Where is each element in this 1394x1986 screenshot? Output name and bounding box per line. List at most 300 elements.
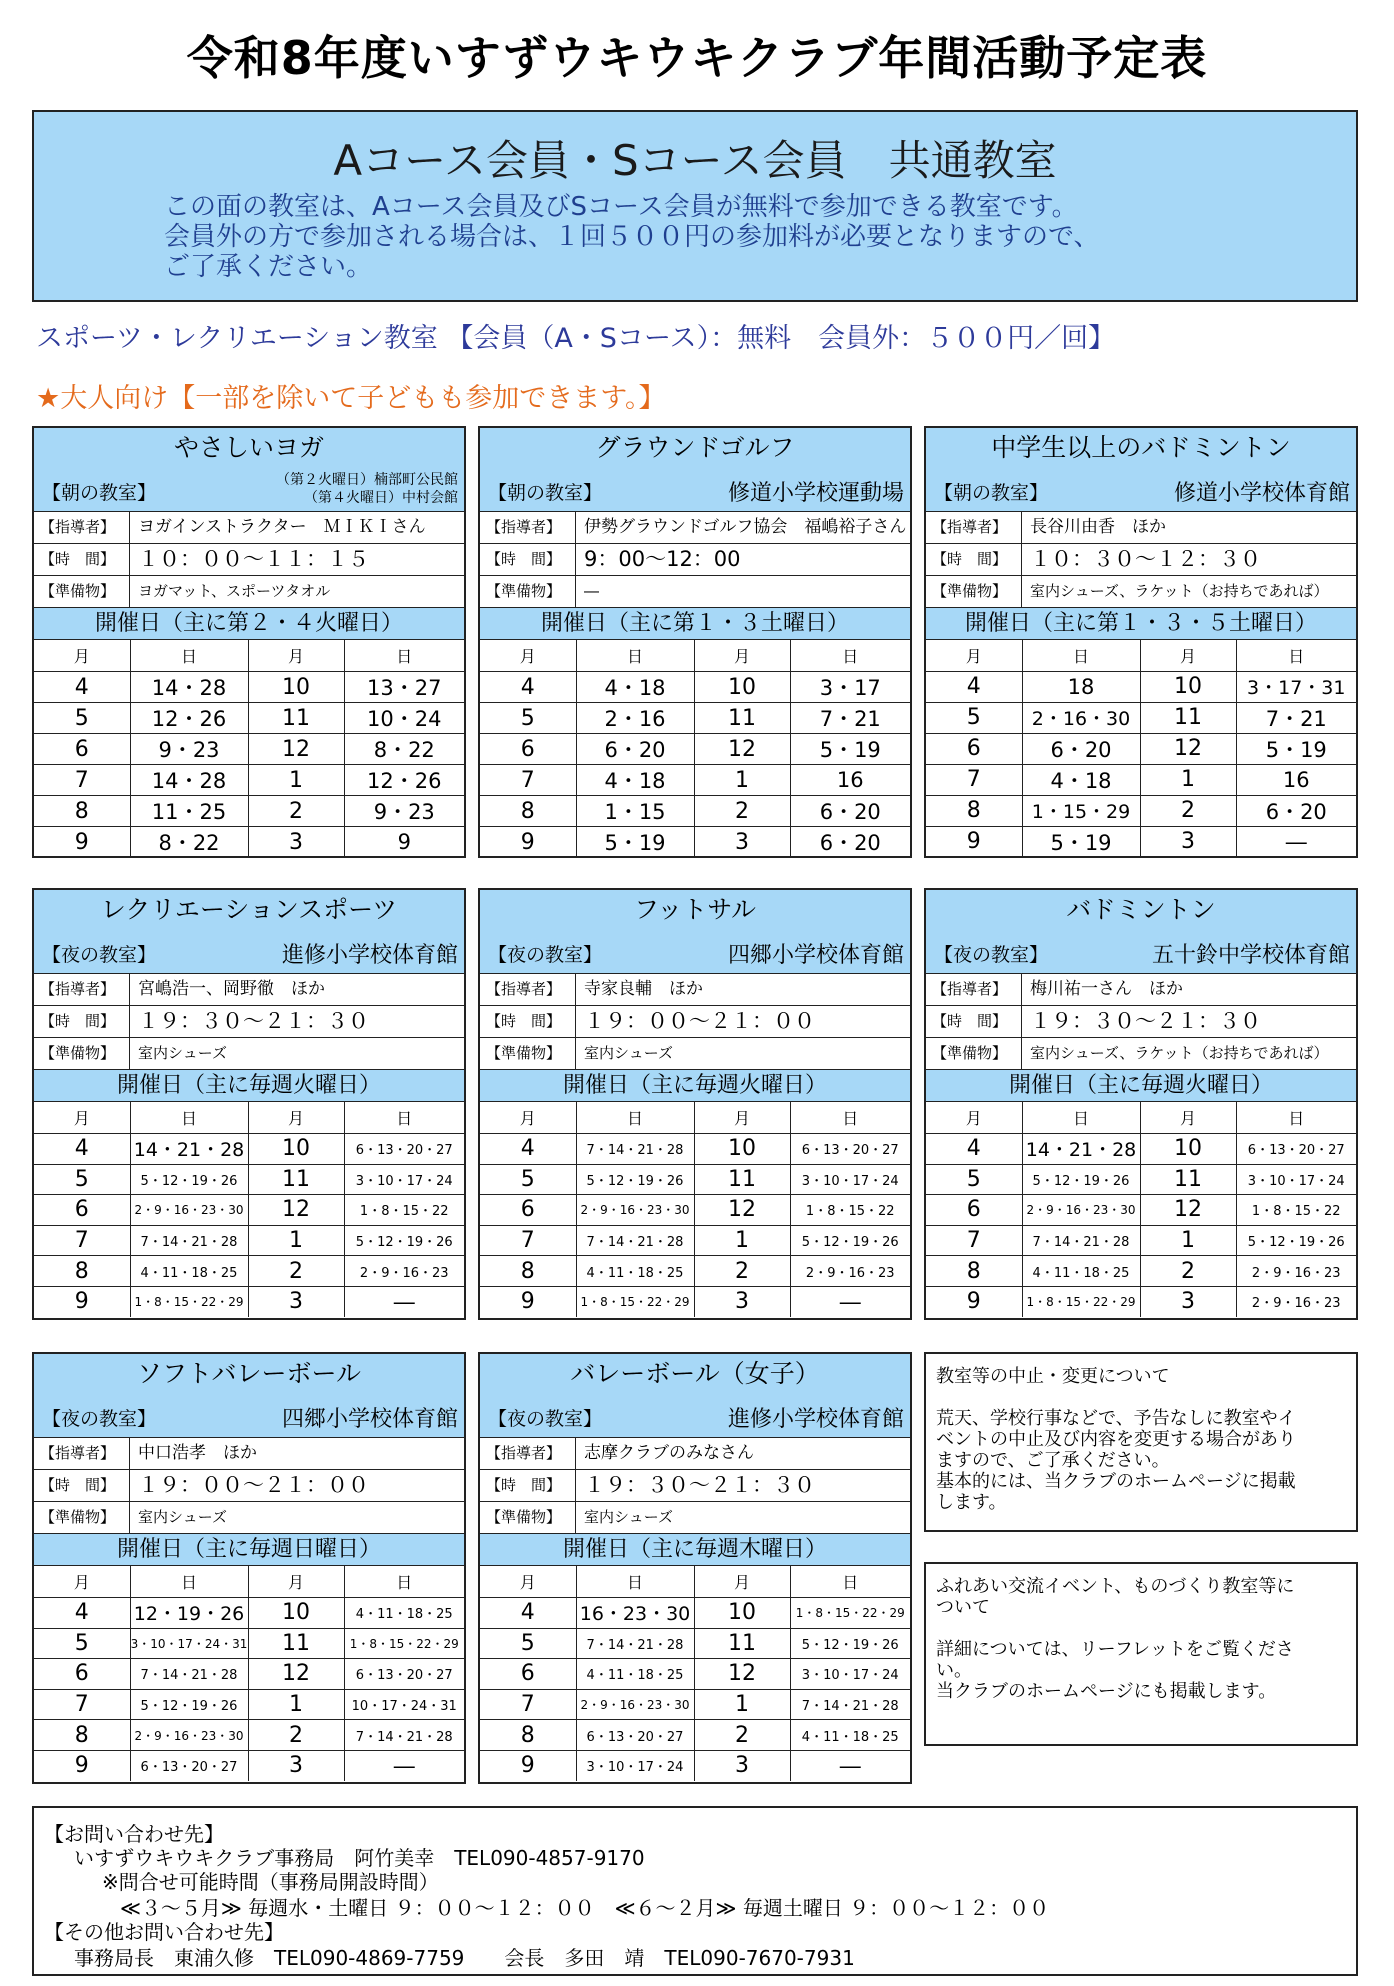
notice-line: 教室等の中止・変更について	[936, 1366, 1170, 1387]
day-cell: 6・20	[790, 796, 910, 827]
day-cell: 7・21	[790, 703, 910, 734]
month-cell: 6	[480, 1659, 576, 1690]
info-time: １９：３０～２１：３０	[584, 1473, 815, 1497]
session-tag: 【夜の教室】	[488, 944, 603, 966]
month-cell: 4	[34, 1598, 130, 1629]
month-cell: 1	[694, 765, 790, 796]
schedule-header	[480, 1566, 910, 1598]
day-cell: 5・19	[790, 734, 910, 765]
notice-line: い。	[936, 1660, 972, 1681]
schedule-row	[480, 672, 910, 703]
day-header: 日	[130, 1566, 248, 1598]
month-cell: 4	[34, 672, 130, 703]
month-cell: 10	[248, 1134, 344, 1165]
day-cell: 7・14・21・28	[790, 1689, 910, 1720]
month-cell: 9	[34, 1286, 130, 1316]
schedule-row	[926, 764, 1356, 795]
class-venue-row	[926, 930, 1356, 974]
day-cell: 5・12・19・26	[1022, 1164, 1140, 1195]
info-label: 【指導者】	[34, 1438, 130, 1469]
day-cell: 5・12・19・26	[576, 1164, 694, 1195]
schedule-title: 開催日（主に毎週火曜日）	[34, 1070, 464, 1102]
schedule-table	[34, 640, 464, 857]
schedule-row	[926, 1164, 1356, 1195]
day-cell: 10・24	[344, 703, 464, 734]
month-cell: 7	[926, 1225, 1022, 1256]
class-name: ソフトバレーボール	[34, 1354, 464, 1394]
schedule-row	[926, 795, 1356, 826]
class-box	[478, 888, 912, 1320]
month-cell: 12	[1140, 1195, 1236, 1226]
day-cell: 4・11・18・25	[344, 1598, 464, 1629]
info-row-items	[34, 1502, 464, 1534]
info-label: 【指導者】	[480, 974, 576, 1005]
info-instructor: 中口浩孝 ほか	[138, 1443, 257, 1463]
day-cell: 3・10・17・24	[344, 1164, 464, 1195]
day-cell: 1・8・15・22・29	[1022, 1286, 1140, 1316]
day-header: 日	[790, 640, 910, 672]
schedule-title: 開催日（主に毎週火曜日）	[480, 1070, 910, 1102]
day-header: 日	[130, 1102, 248, 1134]
month-cell: 2	[694, 1720, 790, 1751]
month-cell: 11	[248, 1164, 344, 1195]
info-row-time	[926, 1006, 1356, 1038]
day-cell: 2・9・16・23・30	[1022, 1195, 1140, 1226]
day-cell: 14・28	[130, 672, 248, 703]
month-cell: 6	[480, 1195, 576, 1226]
class-name: フットサル	[480, 890, 910, 930]
month-cell: 2	[248, 1256, 344, 1287]
schedule-row	[926, 672, 1356, 703]
day-cell: 5・12・19・26	[130, 1689, 248, 1720]
info-time: １９：３０～２１：３０	[138, 1009, 369, 1033]
schedule-row	[926, 1195, 1356, 1226]
class-box	[32, 888, 466, 1320]
class-box	[478, 1352, 912, 1784]
day-cell: 7・14・21・28	[1022, 1225, 1140, 1256]
schedule-row	[926, 1225, 1356, 1256]
day-cell: 5・12・19・26	[790, 1628, 910, 1659]
day-cell: 1・8・15・22・29	[130, 1286, 248, 1316]
day-cell: 6・20	[790, 827, 910, 858]
day-header: 日	[576, 640, 694, 672]
day-cell: 1・8・15・22	[1236, 1195, 1356, 1226]
month-cell: 4	[34, 1134, 130, 1165]
page-title: 令和8年度いすずウキウキクラブ年間活動予定表	[186, 31, 1208, 85]
schedule-row	[480, 1286, 910, 1316]
month-cell: 8	[926, 1256, 1022, 1287]
info-row-items	[34, 576, 464, 608]
contact-other: 事務局長 東浦久修 TEL090-4869-7759 会長 多田 靖 TEL090-7670-7931	[74, 1946, 855, 1970]
month-header: 月	[248, 1102, 344, 1134]
info-label: 【指導者】	[34, 974, 130, 1005]
month-cell: 8	[34, 1256, 130, 1287]
month-cell: 5	[926, 702, 1022, 733]
info-row-instructor	[34, 512, 464, 544]
schedule-row	[480, 1659, 910, 1690]
month-cell: 1	[1140, 1225, 1236, 1256]
contact-box	[32, 1806, 1358, 1976]
info-label: 【準備物】	[480, 576, 576, 607]
schedule-table	[480, 640, 910, 857]
day-header: 日	[576, 1102, 694, 1134]
notice-line: します。	[936, 1492, 1007, 1513]
month-header: 月	[1140, 640, 1236, 672]
month-cell: 7	[480, 1225, 576, 1256]
month-cell: 8	[926, 795, 1022, 826]
info-row-instructor	[926, 974, 1356, 1006]
info-row-items	[480, 1502, 910, 1534]
month-cell: 2	[694, 1256, 790, 1287]
day-cell: 12・26	[344, 765, 464, 796]
class-venue-row	[926, 468, 1356, 512]
notice-line: 当クラブのホームページにも掲載します。	[936, 1681, 1277, 1702]
schedule-row	[480, 1720, 910, 1751]
day-cell: 12・26	[130, 703, 248, 734]
session-tag: 【夜の教室】	[42, 1408, 157, 1430]
month-cell: 9	[480, 1286, 576, 1316]
month-cell: 7	[480, 1689, 576, 1720]
day-cell: 2・16	[576, 703, 694, 734]
month-header: 月	[694, 640, 790, 672]
month-cell: 11	[248, 703, 344, 734]
day-cell: 1・8・15・22・29	[790, 1598, 910, 1629]
schedule-row	[480, 1750, 910, 1780]
session-tag: 【朝の教室】	[42, 482, 157, 504]
schedule-row	[34, 1256, 464, 1287]
class-name: バドミントン	[926, 890, 1356, 930]
schedule-row	[34, 1689, 464, 1720]
info-label: 【時 間】	[34, 1470, 130, 1501]
info-row-instructor	[34, 974, 464, 1006]
contact-hours: ≪３～５月≫ 毎週水・土曜日 ９：００～１２：００ ≪６～２月≫ 毎週土曜日 ９：００～１２：００	[120, 1896, 1050, 1920]
month-cell: 7	[34, 1225, 130, 1256]
month-header: 月	[480, 1102, 576, 1134]
month-cell: 3	[1140, 826, 1236, 857]
month-cell: 5	[34, 1628, 130, 1659]
banner-line: この面の教室は、Aコース会員及びSコース会員が無料で参加できる教室です。	[164, 192, 1078, 222]
info-row-time	[926, 544, 1356, 576]
schedule-row	[480, 827, 910, 858]
schedule-row	[480, 1134, 910, 1165]
day-cell: 4・11・18・25	[576, 1256, 694, 1287]
info-instructor: 寺家良輔 ほか	[584, 979, 703, 999]
month-cell: 3	[248, 827, 344, 858]
schedule-row	[480, 1164, 910, 1195]
info-row-instructor	[480, 1438, 910, 1470]
schedule-row	[34, 1659, 464, 1690]
day-cell: 3・17	[790, 672, 910, 703]
schedule-title: 開催日（主に第１・３・５土曜日）	[926, 608, 1356, 640]
info-instructor: 志摩クラブのみなさん	[584, 1443, 754, 1463]
day-cell: 8・22	[130, 827, 248, 858]
info-label: 【時 間】	[480, 544, 576, 575]
day-cell: 5・12・19・26	[130, 1164, 248, 1195]
class-venue-row	[34, 1394, 464, 1438]
schedule-row	[926, 826, 1356, 857]
day-cell: 6・13・20・27	[130, 1750, 248, 1780]
venue-name: 修道小学校運動場	[727, 481, 904, 506]
session-tag: 【夜の教室】	[42, 944, 157, 966]
month-cell: 4	[480, 1598, 576, 1629]
schedule-table	[34, 1566, 464, 1781]
day-cell: ―	[790, 1286, 910, 1316]
month-cell: 9	[480, 1750, 576, 1780]
info-items: 室内シューズ、ラケット（お持ちであれば）	[1030, 582, 1329, 600]
day-cell: 14・28	[130, 765, 248, 796]
month-cell: 11	[694, 1164, 790, 1195]
banner-heading: Aコース会員・Sコース会員 共通教室	[333, 136, 1057, 185]
notice-line: 荒天、学校行事などで、予告なしに教室やイ	[936, 1408, 1296, 1429]
schedule-row	[34, 1195, 464, 1226]
month-header: 月	[34, 1102, 130, 1134]
day-cell: 7・21	[1236, 702, 1356, 733]
schedule-title: 開催日（主に第１・３土曜日）	[480, 608, 910, 640]
notice-line: ついて	[936, 1597, 990, 1618]
month-cell: 12	[1140, 733, 1236, 764]
day-cell: 9	[344, 827, 464, 858]
info-time: １９：００～２１：００	[584, 1009, 815, 1033]
month-cell: 8	[480, 796, 576, 827]
day-cell: 6・13・20・27	[344, 1134, 464, 1165]
day-cell: ―	[1236, 826, 1356, 857]
course-banner	[32, 110, 1358, 302]
class-box	[924, 426, 1358, 858]
month-cell: 1	[248, 1225, 344, 1256]
day-header: 日	[790, 1102, 910, 1134]
day-cell: 3・10・17・24	[790, 1164, 910, 1195]
notice-line: ベントの中止及び内容を変更する場合があり	[936, 1429, 1296, 1450]
day-cell: 11・25	[130, 796, 248, 827]
notice-cancellation	[924, 1352, 1358, 1532]
day-header: 日	[344, 640, 464, 672]
month-cell: 9	[926, 1286, 1022, 1316]
day-cell: 6・13・20・27	[576, 1720, 694, 1751]
info-row-time	[34, 1006, 464, 1038]
day-cell: 1・8・15・22・29	[576, 1286, 694, 1316]
venue-name: 進修小学校体育館	[727, 1407, 904, 1432]
info-row-time	[34, 1470, 464, 1502]
month-cell: 2	[1140, 795, 1236, 826]
day-header: 日	[344, 1566, 464, 1598]
day-header: 日	[344, 1102, 464, 1134]
class-venue-row	[480, 468, 910, 512]
schedule-row	[480, 734, 910, 765]
month-cell: 7	[926, 764, 1022, 795]
info-row-items	[480, 576, 910, 608]
day-cell: 2・16・30	[1022, 702, 1140, 733]
contact-office: いすずウキウキクラブ事務局 阿竹美幸 TEL090-4857-9170	[74, 1846, 645, 1870]
day-cell: 6・20	[1022, 733, 1140, 764]
month-cell: 6	[480, 734, 576, 765]
schedule-row	[926, 702, 1356, 733]
day-header: 日	[1236, 1102, 1356, 1134]
class-name: バレーボール（女子）	[480, 1354, 910, 1394]
month-cell: 3	[1140, 1286, 1236, 1316]
day-cell: 4・11・18・25	[790, 1720, 910, 1751]
month-cell: 1	[248, 1689, 344, 1720]
class-venue-row	[480, 930, 910, 974]
month-cell: 5	[480, 1628, 576, 1659]
info-items: 室内シューズ	[138, 1508, 227, 1526]
schedule-row	[34, 1750, 464, 1780]
info-label: 【時 間】	[480, 1470, 576, 1501]
month-cell: 3	[694, 827, 790, 858]
class-box	[32, 426, 466, 858]
month-cell: 12	[694, 1195, 790, 1226]
schedule-row	[926, 733, 1356, 764]
day-header: 日	[1022, 1102, 1140, 1134]
month-cell: 11	[1140, 702, 1236, 733]
month-cell: 6	[34, 1659, 130, 1690]
day-cell: ―	[344, 1286, 464, 1316]
info-row-items	[926, 576, 1356, 608]
schedule-row	[480, 1256, 910, 1287]
info-time: 9：00～12：00	[584, 547, 741, 571]
schedule-row	[926, 1134, 1356, 1165]
day-cell: 4・18	[1022, 764, 1140, 795]
day-header: 日	[790, 1566, 910, 1598]
session-tag: 【朝の教室】	[934, 482, 1049, 504]
day-cell: 2・9・16・23・30	[130, 1720, 248, 1751]
month-cell: 10	[248, 1598, 344, 1629]
month-cell: 6	[926, 1195, 1022, 1226]
month-cell: 6	[34, 734, 130, 765]
month-cell: 12	[694, 734, 790, 765]
day-cell: 13・27	[344, 672, 464, 703]
info-label: 【準備物】	[926, 576, 1022, 607]
class-venue-row	[34, 930, 464, 974]
month-header: 月	[248, 640, 344, 672]
schedule-row	[480, 1195, 910, 1226]
schedule-header	[34, 1566, 464, 1598]
schedule-row	[480, 703, 910, 734]
venue-line: （第４火曜日）中村会館	[304, 490, 458, 506]
schedule-row	[34, 796, 464, 827]
day-cell: 5・19	[576, 827, 694, 858]
day-cell: 7・14・21・28	[344, 1720, 464, 1751]
schedule-table	[926, 1102, 1356, 1317]
venue-name: 進修小学校体育館	[281, 943, 458, 968]
info-label: 【指導者】	[480, 1438, 576, 1469]
day-cell: 2・9・16・23	[1236, 1286, 1356, 1316]
schedule-header	[34, 640, 464, 672]
day-cell: 4・11・18・25	[130, 1256, 248, 1287]
schedule-row	[34, 734, 464, 765]
month-cell: 10	[1140, 672, 1236, 703]
info-items: ヨガマット、スポーツタオル	[138, 582, 331, 600]
day-cell: 3・10・17・24	[1236, 1164, 1356, 1195]
class-name: やさしいヨガ	[34, 428, 464, 468]
month-cell: 5	[34, 703, 130, 734]
day-header: 日	[1022, 640, 1140, 672]
month-cell: 2	[1140, 1256, 1236, 1287]
schedule-row	[34, 1225, 464, 1256]
month-cell: 7	[34, 1689, 130, 1720]
month-cell: 10	[694, 1134, 790, 1165]
day-cell: 5・12・19・26	[1236, 1225, 1356, 1256]
month-header: 月	[480, 1566, 576, 1598]
day-cell: 9・23	[130, 734, 248, 765]
month-header: 月	[248, 1566, 344, 1598]
info-label: 【指導者】	[926, 512, 1022, 543]
month-header: 月	[694, 1102, 790, 1134]
day-cell: 2・9・16・23・30	[576, 1689, 694, 1720]
schedule-header	[480, 1102, 910, 1134]
month-cell: 7	[34, 765, 130, 796]
month-header: 月	[480, 640, 576, 672]
month-header: 月	[34, 640, 130, 672]
month-cell: 8	[34, 1720, 130, 1751]
month-cell: 3	[694, 1750, 790, 1780]
day-cell: 3・10・17・24・31	[130, 1628, 248, 1659]
schedule-table	[34, 1102, 464, 1317]
info-row-instructor	[926, 512, 1356, 544]
info-items: ―	[584, 582, 599, 600]
info-items: 室内シューズ、ラケット（お持ちであれば）	[1030, 1044, 1329, 1062]
schedule-title: 開催日（主に毎週木曜日）	[480, 1534, 910, 1566]
info-time: １９：００～２１：００	[138, 1473, 369, 1497]
schedule-header	[34, 1102, 464, 1134]
day-header: 日	[130, 640, 248, 672]
schedule-row	[480, 1225, 910, 1256]
day-cell: 7・14・21・28	[130, 1225, 248, 1256]
day-cell: 16	[790, 765, 910, 796]
month-cell: 8	[480, 1720, 576, 1751]
schedule-row	[480, 796, 910, 827]
day-cell: 5・12・19・26	[790, 1225, 910, 1256]
info-instructor: 伊勢グラウンドゴルフ協会 福嶋裕子さん	[584, 517, 907, 537]
day-cell: 5・19	[1022, 826, 1140, 857]
info-time: １０：００～１１：１５	[138, 547, 369, 571]
day-cell: 5・12・19・26	[344, 1225, 464, 1256]
info-items: 室内シューズ	[138, 1044, 227, 1062]
schedule-header	[926, 1102, 1356, 1134]
month-cell: 5	[480, 703, 576, 734]
day-cell: ―	[790, 1750, 910, 1780]
notice-line	[936, 1618, 1346, 1639]
month-cell: 9	[34, 1750, 130, 1780]
day-cell: 12・19・26	[130, 1598, 248, 1629]
month-cell: 2	[694, 796, 790, 827]
month-cell: 8	[34, 796, 130, 827]
schedule-row	[34, 703, 464, 734]
month-cell: 2	[248, 796, 344, 827]
month-cell: 12	[248, 734, 344, 765]
schedule-row	[926, 1286, 1356, 1316]
month-cell: 11	[1140, 1164, 1236, 1195]
info-row-items	[926, 1038, 1356, 1070]
schedule-row	[34, 1598, 464, 1629]
day-cell: 3・17・31	[1236, 672, 1356, 703]
day-cell: 6・13・20・27	[790, 1134, 910, 1165]
schedule-row	[34, 765, 464, 796]
month-cell: 11	[248, 1628, 344, 1659]
info-label: 【準備物】	[926, 1038, 1022, 1069]
month-cell: 5	[34, 1164, 130, 1195]
month-cell: 4	[926, 672, 1022, 703]
month-cell: 10	[694, 1598, 790, 1629]
month-cell: 4	[480, 672, 576, 703]
info-time: １９：３０～２１：３０	[1030, 1009, 1261, 1033]
notice-line: ふれあい交流イベント、ものづくり教室等に	[936, 1576, 1295, 1597]
class-box	[478, 426, 912, 858]
day-cell: 4・18	[576, 672, 694, 703]
info-time: １０：３０～１２：３０	[1030, 547, 1261, 571]
info-label: 【指導者】	[480, 512, 576, 543]
day-cell: 3・10・17・24	[790, 1659, 910, 1690]
day-cell: 7・14・21・28	[576, 1225, 694, 1256]
